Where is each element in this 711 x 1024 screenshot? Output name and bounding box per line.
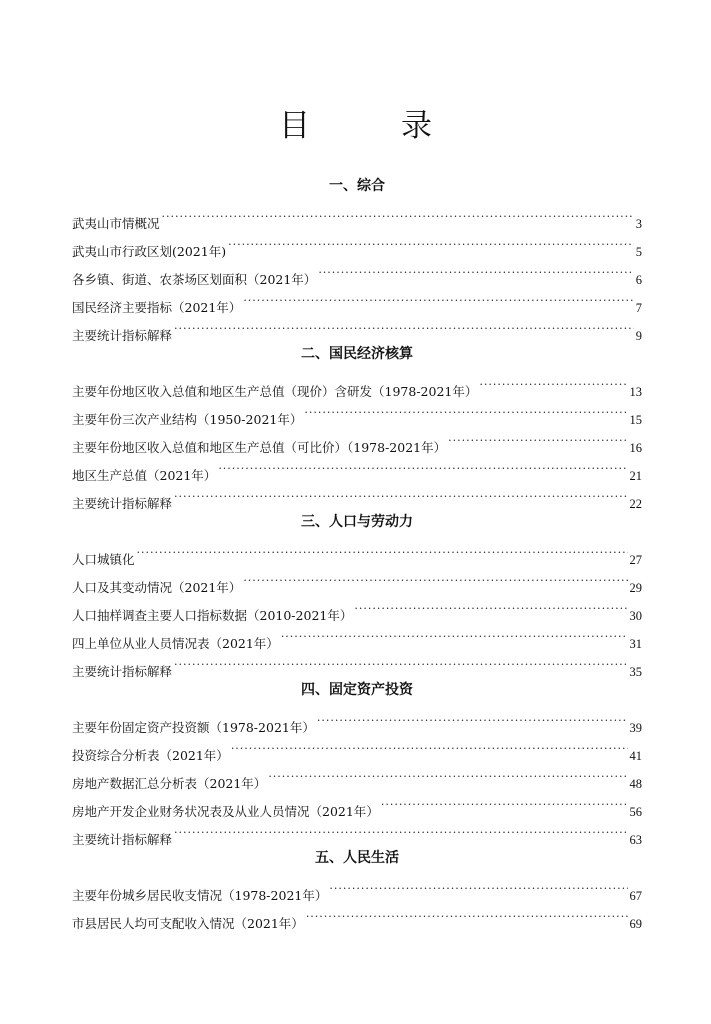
- dot-leader: [231, 732, 628, 760]
- table-of-contents: [72, 172, 642, 931]
- dot-leader: [381, 788, 628, 816]
- dot-leader: [329, 872, 627, 900]
- dot-leader: [243, 284, 633, 312]
- toc-entry-label: 主要统计指标解释: [72, 328, 173, 343]
- dot-leader: [174, 480, 627, 508]
- toc-entry-page: 56: [629, 805, 642, 819]
- toc-entry[interactable]: [72, 564, 642, 595]
- toc-entry-label: 国民经济主要指标（2021年）: [72, 300, 242, 315]
- dot-leader: [137, 536, 628, 564]
- toc-entry-label: 人口城镇化: [72, 552, 135, 567]
- toc-entry-page: 9: [635, 329, 642, 343]
- page-title: 目 录: [279, 108, 462, 144]
- toc-entry-page: 5: [635, 245, 642, 259]
- dot-leader: [268, 760, 627, 788]
- dot-leader: [174, 312, 634, 340]
- toc-entry[interactable]: [72, 704, 642, 735]
- toc-entry[interactable]: [72, 368, 642, 399]
- toc-entry[interactable]: [72, 536, 642, 567]
- section-heading: 一、综合: [329, 178, 385, 194]
- toc-entry-label: 武夷山市行政区划(2021年): [72, 244, 227, 259]
- toc-entry-page: 30: [629, 609, 642, 623]
- dot-leader: [243, 564, 627, 592]
- toc-entry-page: 48: [629, 777, 642, 791]
- toc-entry-page: 7: [635, 301, 642, 315]
- toc-entry-page: 69: [629, 917, 642, 931]
- toc-entry-page: 6: [635, 273, 642, 287]
- toc-entry[interactable]: [72, 872, 642, 903]
- toc-entry-label: 投资综合分析表（2021年）: [72, 748, 229, 763]
- toc-entry-page: 39: [629, 721, 642, 735]
- toc-entry-label: 地区生产总值（2021年）: [72, 468, 217, 483]
- section-heading: 四、固定资产投资: [301, 682, 413, 698]
- dot-leader: [228, 228, 634, 256]
- toc-entry-label: 四上单位从业人员情况表（2021年）: [72, 636, 279, 651]
- dot-leader: [306, 900, 628, 928]
- toc-entry-label: 武夷山市情概况: [72, 216, 160, 231]
- toc-entry-page: 63: [629, 833, 642, 847]
- section-heading: 五、人民生活: [315, 850, 399, 866]
- toc-entry-label: 主要年份城乡居民收支情况（1978-2021年）: [72, 888, 328, 903]
- toc-entry-page: 22: [629, 497, 642, 511]
- toc-entry-page: 3: [635, 217, 642, 231]
- toc-entry-page: 29: [629, 581, 642, 595]
- dot-leader: [317, 704, 628, 732]
- toc-entry-label: 房地产数据汇总分析表（2021年）: [72, 776, 267, 791]
- toc-entry-label: 人口抽样调查主要人口指标数据（2010-2021年）: [72, 608, 353, 623]
- toc-entry-label: 主要年份地区收入总值和地区生产总值（可比价）（1978-2021年）: [72, 440, 447, 455]
- toc-entry-label: 市县居民人均可支配收入情况（2021年）: [72, 916, 304, 931]
- dot-leader: [448, 424, 627, 452]
- toc-entry-label: 主要年份固定资产投资额（1978-2021年）: [72, 720, 315, 735]
- dot-leader: [304, 396, 627, 424]
- toc-entry-label: 主要统计指标解释: [72, 832, 173, 847]
- dot-leader: [354, 592, 627, 620]
- toc-entry-label: 人口及其变动情况（2021年）: [72, 580, 242, 595]
- toc-entry-label: 各乡镇、街道、农茶场区划面积（2021年）: [72, 272, 317, 287]
- toc-entry-page: 31: [629, 637, 642, 651]
- toc-entry-page: 13: [629, 385, 642, 399]
- toc-entry-page: 21: [629, 469, 642, 483]
- toc-entry-page: 67: [629, 889, 642, 903]
- section-heading: 二、国民经济核算: [301, 346, 413, 362]
- toc-entry-page: 41: [629, 749, 642, 763]
- section-heading: 三、人口与劳动力: [301, 514, 413, 530]
- dot-leader: [318, 256, 633, 284]
- dot-leader: [479, 368, 627, 396]
- toc-entry-label: 主要统计指标解释: [72, 664, 173, 679]
- dot-leader: [162, 200, 634, 228]
- dot-leader: [174, 648, 627, 676]
- dot-leader: [281, 620, 628, 648]
- toc-entry-page: 27: [629, 553, 642, 567]
- toc-entry[interactable]: [72, 200, 642, 231]
- toc-entry-label: 房地产开发企业财务状况表及从业人员情况（2021年）: [72, 804, 379, 819]
- toc-entry-label: 主要统计指标解释: [72, 496, 173, 511]
- dot-leader: [218, 452, 627, 480]
- toc-entry-label: 主要年份三次产业结构（1950-2021年）: [72, 412, 303, 427]
- toc-entry-page: 16: [629, 441, 642, 455]
- dot-leader: [174, 816, 627, 844]
- toc-entry-page: 35: [629, 665, 642, 679]
- toc-entry-page: 15: [629, 413, 642, 427]
- toc-entry-label: 主要年份地区收入总值和地区生产总值（现价）含研发（1978-2021年）: [72, 384, 478, 399]
